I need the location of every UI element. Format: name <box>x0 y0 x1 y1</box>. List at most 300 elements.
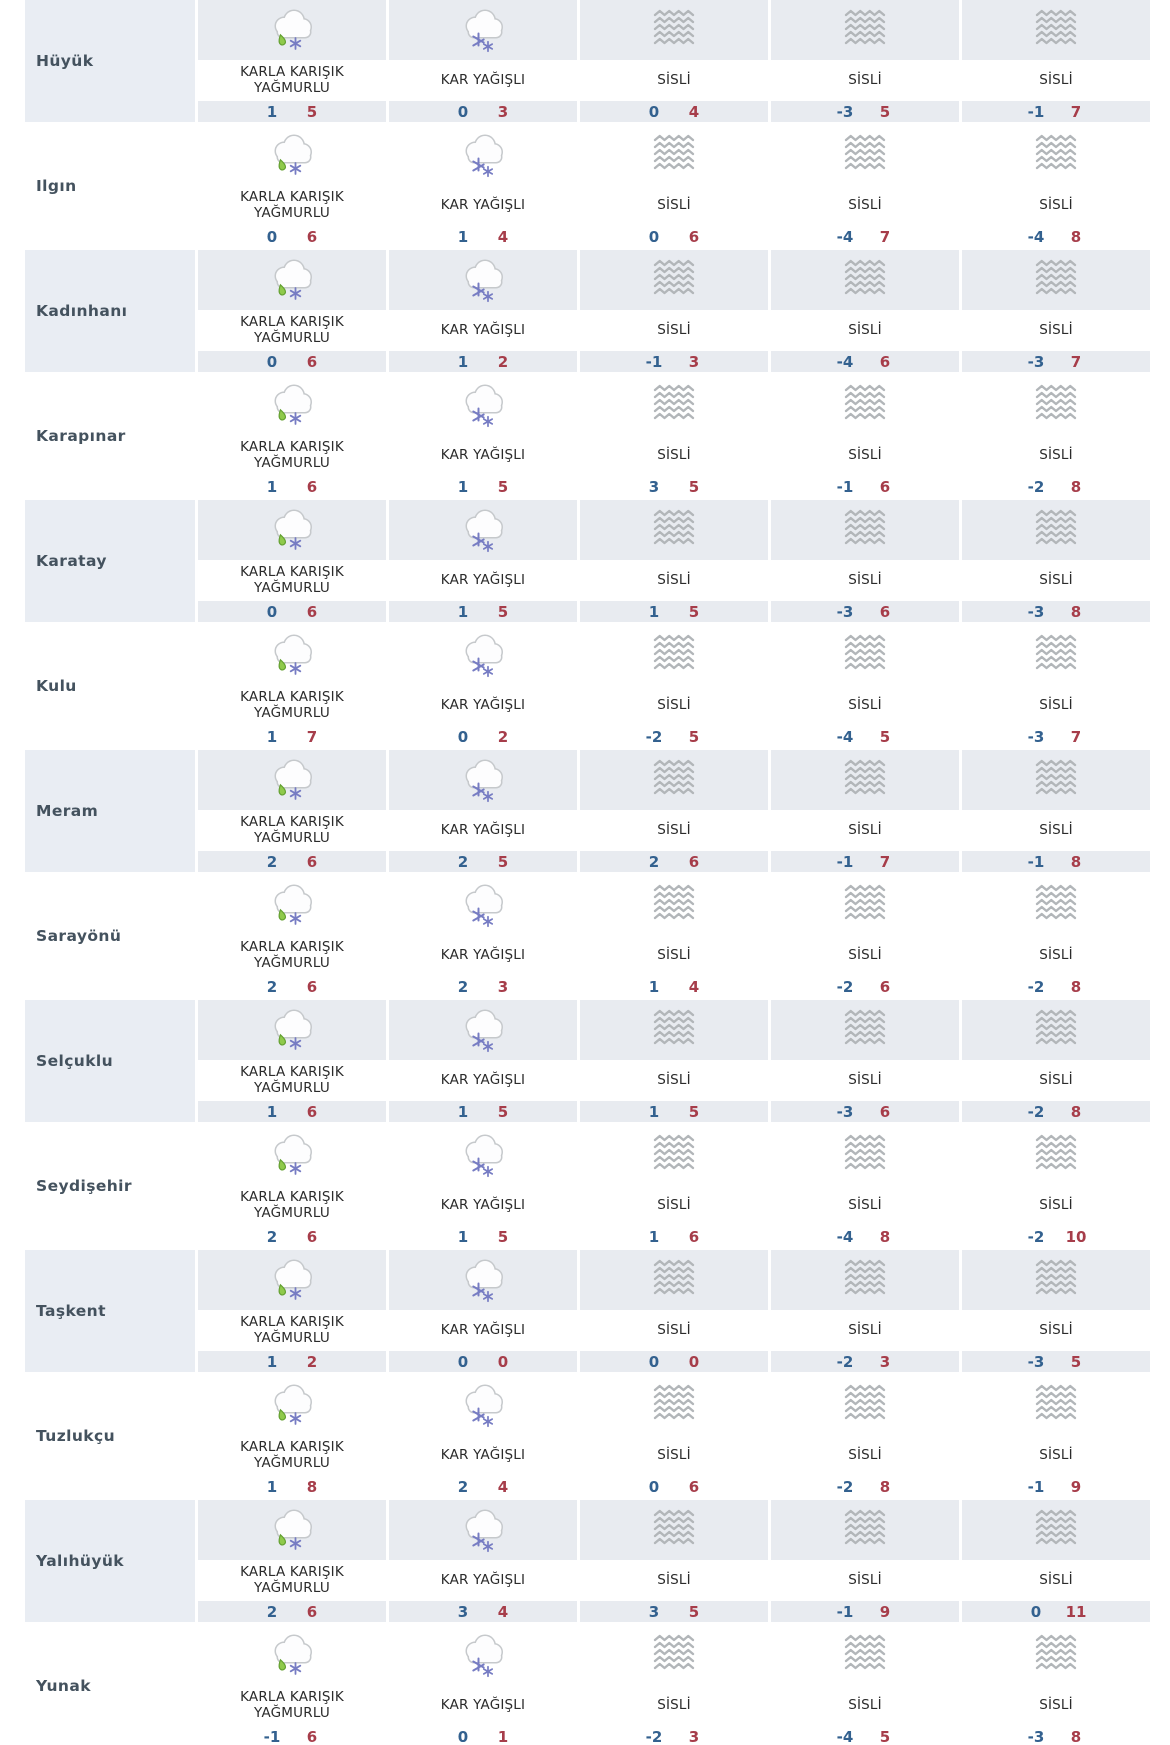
max-temperature: 5 <box>497 852 509 871</box>
min-temperature: 1 <box>457 477 469 496</box>
min-temperature: 1 <box>266 1102 278 1121</box>
condition-cell <box>962 1560 1150 1601</box>
max-temperature: 3 <box>879 1352 891 1371</box>
district-name: Seydişehir <box>36 1177 132 1195</box>
min-temperature: -3 <box>836 602 854 621</box>
min-temperature: 2 <box>266 977 278 996</box>
weather-icon-cell <box>962 1625 1150 1685</box>
min-temperature: -2 <box>1027 1227 1045 1246</box>
district-row <box>25 375 1150 497</box>
temperature-cell <box>389 351 577 372</box>
weather-icon-cell <box>962 1250 1150 1310</box>
snow-icon <box>455 1131 511 1179</box>
condition-cell <box>771 560 959 601</box>
district-row <box>25 1625 1150 1745</box>
condition-label: SİSLİ <box>848 571 882 588</box>
min-temperature: -2 <box>645 727 663 746</box>
fog-icon <box>651 634 697 676</box>
max-temperature: 2 <box>497 727 509 746</box>
condition-cell <box>771 185 959 226</box>
min-temperature: -1 <box>263 1727 281 1745</box>
temperature-cell <box>771 101 959 122</box>
snow-icon <box>455 256 511 304</box>
weather-icon-cell <box>771 125 959 185</box>
district-row <box>25 125 1150 247</box>
district-name-cell <box>25 0 195 122</box>
max-temperature: 5 <box>688 477 700 496</box>
temperature-cell <box>771 1351 959 1372</box>
condition-label: SİSLİ <box>848 321 882 338</box>
temperature-cell <box>580 976 768 997</box>
fog-icon <box>1033 1384 1079 1426</box>
snow-icon <box>455 756 511 804</box>
condition-cell <box>580 310 768 351</box>
temperature-cell <box>580 1226 768 1247</box>
max-temperature: 6 <box>688 1227 700 1246</box>
weather-icon-cell <box>580 0 768 60</box>
min-temperature: -2 <box>1027 1102 1045 1121</box>
min-temperature: 1 <box>648 977 660 996</box>
temperature-cell <box>771 1726 959 1745</box>
sleet-icon <box>264 1631 320 1679</box>
temperature-cell <box>580 1726 768 1745</box>
temperature-cell <box>962 1601 1150 1622</box>
sleet-icon <box>264 1381 320 1429</box>
weather-icon-cell <box>580 1125 768 1185</box>
weather-icon-cell <box>771 250 959 310</box>
min-temperature: -1 <box>1027 852 1045 871</box>
fog-icon <box>651 259 697 301</box>
district-name-cell <box>25 1250 195 1372</box>
temperature-cell <box>389 1101 577 1122</box>
condition-cell <box>771 935 959 976</box>
fog-icon <box>842 884 888 926</box>
max-temperature: 9 <box>1070 1477 1082 1496</box>
max-temperature: 6 <box>879 602 891 621</box>
condition-label: KAR YAĞIŞLI <box>440 71 526 88</box>
weather-icon-cell <box>198 0 386 60</box>
condition-cell <box>389 1310 577 1351</box>
condition-label: SİSLİ <box>848 1696 882 1713</box>
max-temperature: 5 <box>879 727 891 746</box>
max-temperature: 5 <box>497 1102 509 1121</box>
temperature-cell <box>962 1476 1150 1497</box>
district-name-cell <box>25 1125 195 1247</box>
condition-cell <box>771 1060 959 1101</box>
condition-cell <box>198 1685 386 1726</box>
weather-icon-cell <box>962 500 1150 560</box>
condition-cell <box>198 1185 386 1226</box>
weather-icon-cell <box>198 1625 386 1685</box>
fog-icon <box>842 1509 888 1551</box>
weather-icon-cell <box>389 1000 577 1060</box>
fog-icon <box>1033 259 1079 301</box>
district-row <box>25 1375 1150 1497</box>
condition-label: KARLA KARIŞIK YAĞMURLU <box>240 564 344 596</box>
min-temperature: 0 <box>457 727 469 746</box>
sleet-icon <box>264 631 320 679</box>
max-temperature: 6 <box>879 352 891 371</box>
condition-label: SİSLİ <box>657 1196 691 1213</box>
min-temperature: 2 <box>457 977 469 996</box>
temperature-cell <box>580 351 768 372</box>
district-name: Meram <box>36 802 99 820</box>
condition-cell <box>389 1560 577 1601</box>
condition-label: SİSLİ <box>657 946 691 963</box>
weather-icon-cell <box>962 750 1150 810</box>
condition-label: SİSLİ <box>657 571 691 588</box>
temperature-cell <box>389 1226 577 1247</box>
condition-label: SİSLİ <box>848 1071 882 1088</box>
min-temperature: -4 <box>836 227 854 246</box>
condition-cell <box>198 435 386 476</box>
condition-cell <box>962 935 1150 976</box>
weather-icon-cell <box>580 1000 768 1060</box>
min-temperature: 0 <box>266 352 278 371</box>
min-temperature: -3 <box>1027 1352 1045 1371</box>
min-temperature: 0 <box>457 1352 469 1371</box>
temperature-cell <box>198 226 386 247</box>
temperature-cell <box>198 351 386 372</box>
weather-icon-cell <box>198 250 386 310</box>
condition-cell <box>962 1435 1150 1476</box>
weather-icon-cell <box>580 250 768 310</box>
condition-label: KAR YAĞIŞLI <box>440 571 526 588</box>
condition-label: KAR YAĞIŞLI <box>440 321 526 338</box>
weather-icon-cell <box>389 750 577 810</box>
fog-icon <box>651 1009 697 1051</box>
min-temperature: -1 <box>836 477 854 496</box>
weather-icon-cell <box>198 375 386 435</box>
condition-label: KARLA KARIŞIK YAĞMURLU <box>240 439 344 471</box>
min-temperature: 2 <box>266 1602 278 1621</box>
condition-cell <box>962 560 1150 601</box>
weather-icon-cell <box>962 375 1150 435</box>
snow-icon <box>455 6 511 54</box>
min-temperature: -4 <box>836 727 854 746</box>
weather-icon-cell <box>771 0 959 60</box>
condition-cell <box>389 185 577 226</box>
condition-label: KARLA KARIŞIK YAĞMURLU <box>240 64 344 96</box>
condition-cell <box>580 185 768 226</box>
max-temperature: 5 <box>1070 1352 1082 1371</box>
temperature-cell <box>389 1726 577 1745</box>
weather-icon-cell <box>580 1500 768 1560</box>
condition-label: KARLA KARIŞIK YAĞMURLU <box>240 1689 344 1721</box>
condition-label: KARLA KARIŞIK YAĞMURLU <box>240 939 344 971</box>
temperature-cell <box>771 1476 959 1497</box>
condition-label: SİSLİ <box>1039 821 1073 838</box>
max-temperature: 1 <box>497 1727 509 1745</box>
condition-cell <box>580 935 768 976</box>
district-row <box>25 250 1150 372</box>
max-temperature: 2 <box>306 1352 318 1371</box>
max-temperature: 6 <box>306 1102 318 1121</box>
min-temperature: -3 <box>1027 352 1045 371</box>
min-temperature: 2 <box>266 1227 278 1246</box>
max-temperature: 8 <box>1070 1727 1082 1745</box>
fog-icon <box>842 134 888 176</box>
weather-icon-cell <box>198 1375 386 1435</box>
weather-icon-cell <box>389 1500 577 1560</box>
max-temperature: 6 <box>306 1227 318 1246</box>
sleet-icon <box>264 756 320 804</box>
weather-icon-cell <box>198 875 386 935</box>
min-temperature: 1 <box>648 602 660 621</box>
condition-cell <box>198 1560 386 1601</box>
condition-cell <box>389 1435 577 1476</box>
min-temperature: -2 <box>1027 977 1045 996</box>
max-temperature: 6 <box>306 602 318 621</box>
condition-cell <box>771 1310 959 1351</box>
min-temperature: 3 <box>457 1602 469 1621</box>
max-temperature: 6 <box>306 1602 318 1621</box>
district-name: Ilgın <box>36 177 77 195</box>
min-temperature: 1 <box>266 727 278 746</box>
condition-label: SİSLİ <box>1039 1696 1073 1713</box>
min-temperature: 0 <box>648 102 660 121</box>
condition-cell <box>198 185 386 226</box>
temperature-cell <box>962 226 1150 247</box>
temperature-cell <box>389 726 577 747</box>
weather-icon-cell <box>580 1375 768 1435</box>
district-row <box>25 625 1150 747</box>
fog-icon <box>842 759 888 801</box>
condition-cell <box>771 1685 959 1726</box>
weather-icon-cell <box>198 1500 386 1560</box>
min-temperature: 1 <box>457 1227 469 1246</box>
weather-icon-cell <box>771 500 959 560</box>
fog-icon <box>842 509 888 551</box>
snow-icon <box>455 1381 511 1429</box>
max-temperature: 8 <box>1070 852 1082 871</box>
max-temperature: 8 <box>1070 1102 1082 1121</box>
temperature-cell <box>580 851 768 872</box>
fog-icon <box>651 759 697 801</box>
district-name-cell <box>25 125 195 247</box>
max-temperature: 7 <box>306 727 318 746</box>
max-temperature: 8 <box>1070 977 1082 996</box>
temperature-cell <box>198 476 386 497</box>
condition-label: KAR YAĞIŞLI <box>440 196 526 213</box>
temperature-cell <box>771 1101 959 1122</box>
min-temperature: 1 <box>457 227 469 246</box>
fog-icon <box>1033 509 1079 551</box>
condition-label: SİSLİ <box>657 71 691 88</box>
condition-label: SİSLİ <box>1039 321 1073 338</box>
snow-icon <box>455 631 511 679</box>
weather-icon-cell <box>962 625 1150 685</box>
weather-icon-cell <box>389 625 577 685</box>
condition-cell <box>389 1060 577 1101</box>
weather-icon-cell <box>771 1250 959 1310</box>
condition-cell <box>198 60 386 101</box>
weather-icon-cell <box>389 1375 577 1435</box>
min-temperature: -1 <box>645 352 663 371</box>
temperature-cell <box>580 1476 768 1497</box>
weather-icon-cell <box>771 1000 959 1060</box>
temperature-cell <box>198 976 386 997</box>
district-name: Selçuklu <box>36 1052 114 1070</box>
temperature-cell <box>771 601 959 622</box>
max-temperature: 5 <box>306 102 318 121</box>
fog-icon <box>842 9 888 51</box>
min-temperature: 0 <box>648 1352 660 1371</box>
condition-cell <box>198 560 386 601</box>
condition-cell <box>962 685 1150 726</box>
weather-icon-cell <box>771 625 959 685</box>
fog-icon <box>842 259 888 301</box>
weather-icon-cell <box>198 750 386 810</box>
max-temperature: 6 <box>306 977 318 996</box>
condition-cell <box>962 1310 1150 1351</box>
condition-label: KARLA KARIŞIK YAĞMURLU <box>240 814 344 846</box>
min-temperature: 1 <box>457 1102 469 1121</box>
min-temperature: -4 <box>836 352 854 371</box>
min-temperature: -3 <box>1027 727 1045 746</box>
condition-cell <box>580 1060 768 1101</box>
condition-label: SİSLİ <box>657 321 691 338</box>
max-temperature: 4 <box>497 1477 509 1496</box>
condition-cell <box>771 60 959 101</box>
fog-icon <box>1033 134 1079 176</box>
temperature-cell <box>198 1726 386 1745</box>
temperature-cell <box>771 1601 959 1622</box>
weather-icon-cell <box>771 750 959 810</box>
district-name: Yunak <box>36 1677 91 1695</box>
condition-cell <box>962 1185 1150 1226</box>
max-temperature: 7 <box>879 227 891 246</box>
temperature-cell <box>962 726 1150 747</box>
fog-icon <box>1033 384 1079 426</box>
weather-icon-cell <box>771 875 959 935</box>
min-temperature: -2 <box>645 1727 663 1745</box>
min-temperature: 0 <box>266 227 278 246</box>
max-temperature: 5 <box>688 1102 700 1121</box>
condition-cell <box>962 60 1150 101</box>
max-temperature: 3 <box>688 352 700 371</box>
condition-cell <box>962 185 1150 226</box>
weather-icon-cell <box>771 375 959 435</box>
weather-icon-cell <box>580 625 768 685</box>
district-name-cell <box>25 1000 195 1122</box>
weather-icon-cell <box>771 1125 959 1185</box>
max-temperature: 5 <box>497 1227 509 1246</box>
condition-cell <box>580 810 768 851</box>
temperature-cell <box>962 1226 1150 1247</box>
max-temperature: 4 <box>497 227 509 246</box>
condition-label: KARLA KARIŞIK YAĞMURLU <box>240 1189 344 1221</box>
condition-label: SİSLİ <box>657 446 691 463</box>
district-name: Karatay <box>36 552 107 570</box>
weather-icon-cell <box>771 1500 959 1560</box>
temperature-cell <box>389 851 577 872</box>
condition-cell <box>771 1560 959 1601</box>
temperature-cell <box>580 726 768 747</box>
district-row <box>25 0 1150 122</box>
temperature-cell <box>962 476 1150 497</box>
fog-icon <box>1033 1634 1079 1676</box>
condition-label: KAR YAĞIŞLI <box>440 1446 526 1463</box>
temperature-cell <box>389 226 577 247</box>
district-name: Kulu <box>36 677 77 695</box>
weather-icon-cell <box>962 0 1150 60</box>
fog-icon <box>1033 1509 1079 1551</box>
condition-label: SİSLİ <box>657 1696 691 1713</box>
district-name: Sarayönü <box>36 927 122 945</box>
weather-icon-cell <box>580 375 768 435</box>
max-temperature: 8 <box>1070 602 1082 621</box>
condition-label: SİSLİ <box>657 1446 691 1463</box>
weather-icon-cell <box>962 250 1150 310</box>
condition-cell <box>580 1185 768 1226</box>
fog-icon <box>651 1134 697 1176</box>
district-row <box>25 1125 1150 1247</box>
condition-cell <box>771 685 959 726</box>
district-name-cell <box>25 1375 195 1497</box>
fog-icon <box>842 1634 888 1676</box>
condition-label: KARLA KARIŞIK YAĞMURLU <box>240 314 344 346</box>
condition-label: KAR YAĞIŞLI <box>440 946 526 963</box>
fog-icon <box>651 509 697 551</box>
fog-icon <box>842 634 888 676</box>
condition-label: KARLA KARIŞIK YAĞMURLU <box>240 1439 344 1471</box>
district-name-cell <box>25 875 195 997</box>
temperature-cell <box>198 1101 386 1122</box>
temperature-cell <box>580 601 768 622</box>
condition-cell <box>771 435 959 476</box>
condition-cell <box>580 60 768 101</box>
district-row <box>25 875 1150 997</box>
condition-label: KARLA KARIŞIK YAĞMURLU <box>240 1564 344 1596</box>
min-temperature: -1 <box>836 1602 854 1621</box>
condition-label: SİSLİ <box>657 821 691 838</box>
weather-icon-cell <box>962 1000 1150 1060</box>
min-temperature: 1 <box>648 1102 660 1121</box>
min-temperature: 0 <box>457 102 469 121</box>
min-temperature: -1 <box>1027 102 1045 121</box>
weather-icon-cell <box>198 1125 386 1185</box>
district-name: Kadınhanı <box>36 302 128 320</box>
condition-label: SİSLİ <box>1039 1196 1073 1213</box>
max-temperature: 6 <box>306 477 318 496</box>
weather-icon-cell <box>198 1000 386 1060</box>
condition-cell <box>198 1310 386 1351</box>
temperature-cell <box>389 601 577 622</box>
weather-icon-cell <box>389 1625 577 1685</box>
min-temperature: 2 <box>457 1477 469 1496</box>
sleet-icon <box>264 381 320 429</box>
min-temperature: -3 <box>836 1102 854 1121</box>
temperature-cell <box>962 601 1150 622</box>
max-temperature: 6 <box>879 977 891 996</box>
condition-cell <box>389 1185 577 1226</box>
temperature-cell <box>198 1351 386 1372</box>
weather-icon-cell <box>198 1250 386 1310</box>
min-temperature: 3 <box>648 1602 660 1621</box>
fog-icon <box>1033 759 1079 801</box>
district-name-cell <box>25 1500 195 1622</box>
condition-cell <box>771 810 959 851</box>
max-temperature: 8 <box>1070 227 1082 246</box>
condition-label: SİSLİ <box>1039 196 1073 213</box>
temperature-cell <box>198 851 386 872</box>
condition-cell <box>580 1685 768 1726</box>
max-temperature: 0 <box>497 1352 509 1371</box>
condition-label: SİSLİ <box>848 696 882 713</box>
max-temperature: 7 <box>1070 727 1082 746</box>
condition-cell <box>580 1435 768 1476</box>
